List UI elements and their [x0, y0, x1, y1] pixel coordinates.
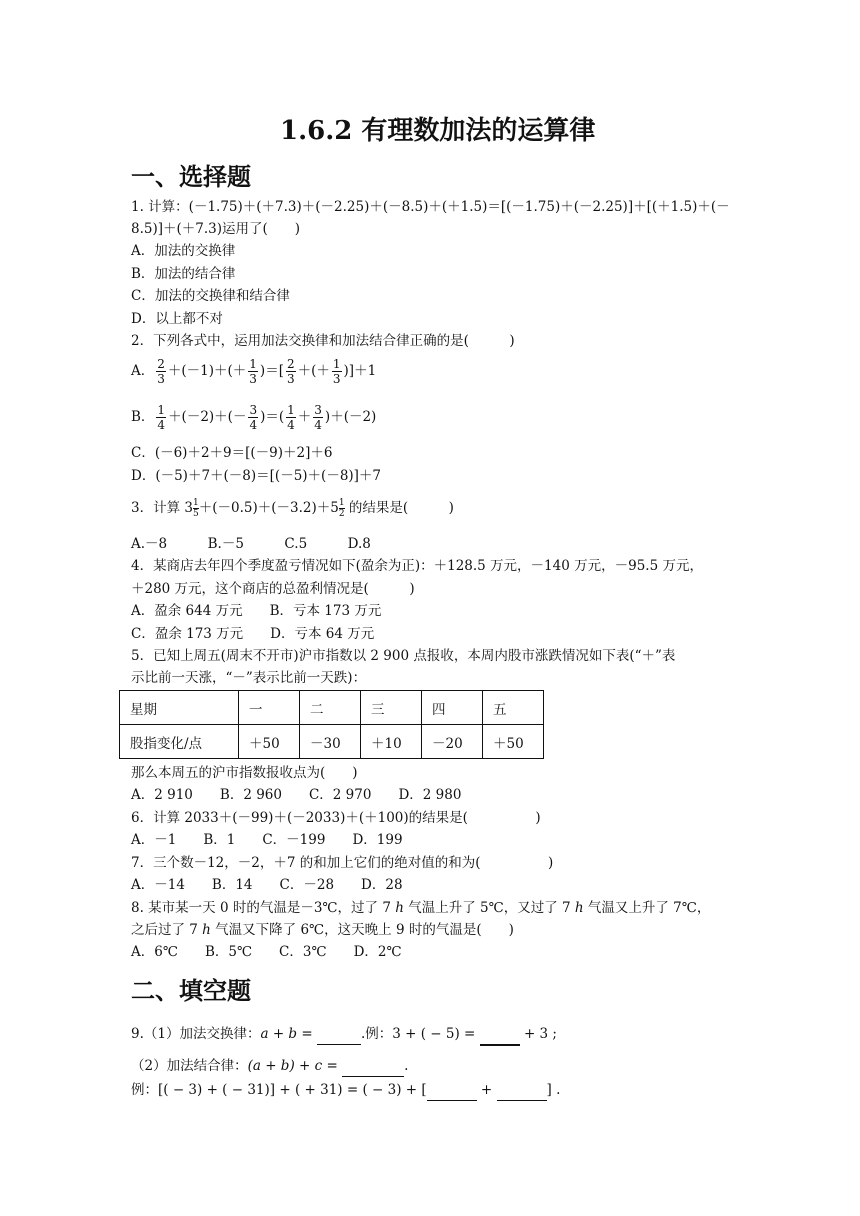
question-6-options: A．－1 B．1 C．－199 D．199: [131, 832, 403, 848]
question-9-example: 例：[( − 3) + ( − 31)] + ( + 31) = ( − 3) + [ + ] .: [131, 1080, 560, 1101]
table-row: [120, 725, 544, 759]
table-cell: －30: [300, 725, 361, 759]
table-cell: 四: [422, 691, 483, 725]
question-4-line-2: ＋280 万元，这个商店的总盈利情况是( ): [131, 581, 415, 597]
table-cell: 五: [483, 691, 544, 725]
table-cell: ＋50: [239, 725, 300, 759]
table-cell: －20: [422, 725, 483, 759]
fraction: $\frac{1}{3}$: [249, 357, 257, 386]
answer-blank[interactable]: [497, 1080, 547, 1101]
question-1-line-1: 1. 计算：(－1.75)＋(＋7.3)＋(－2.25)＋(－8.5)＋(＋1.5)＝[(－1.75)＋(－2.25)]＋[(＋1.5)＋(－: [131, 199, 730, 215]
fraction: $\frac{1}{5}$: [192, 498, 199, 519]
table-cell: ＋10: [361, 725, 422, 759]
question-9-part-1: 9.（1）加法交换律：a + b = .例：3 + ( − 5) = + 3 ;: [131, 1024, 557, 1046]
question-1-line-2: 8.5)]＋(＋7.3)运用了( ): [131, 221, 301, 237]
question-3-options: A.－8 B.－5 C.5 D.8: [131, 536, 371, 552]
fraction: $\frac{1}{4}$: [157, 403, 166, 432]
fraction: $\frac{2}{3}$: [157, 357, 165, 386]
question-2-option-c: C．(－6)＋2＋9＝[(－9)＋2]＋6: [131, 445, 333, 461]
question-4-options-1: A．盈余 644 万元 B．亏本 173 万元: [131, 603, 382, 619]
table-cell: 二: [300, 691, 361, 725]
question-5-after: 那么本周五的沪市指数报收点为( ): [131, 765, 358, 781]
fraction: $\frac{3}{4}$: [314, 403, 322, 432]
fraction: $\frac{1}{4}$: [287, 403, 295, 432]
question-8-line-1: 8. 某市某一天 0 时的气温是－3℃，过了 7 h 气温上升了 5℃，又过了 7 h 气温又上升了 7℃，: [131, 900, 711, 916]
question-2-option-d: D．(－5)＋7＋(－8)＝[(－5)＋(－8)]＋7: [131, 468, 382, 484]
question-8-line-2: 之后过了 7 h 气温又下降了 6℃，这天晚上 9 时的气温是( ): [131, 922, 514, 938]
table-cell: ＋50: [483, 725, 544, 759]
table-header-row: [120, 691, 544, 725]
question-2-option-b: B． $\frac{1}{4}$ ＋(－2)＋(－ $\frac{3}{4}$ )＝( $\frac{1}{4}$ ＋ $\frac{3}{4}$ )＋(－2): [131, 403, 377, 432]
fraction: $\frac{2}{3}$: [286, 357, 295, 386]
table-cell: 股指变化/点: [120, 725, 239, 759]
question-7-stem: 7．三个数－12，－2，＋7 的和加上它们的绝对值的和为( ): [131, 855, 554, 871]
question-6-stem: 6．计算 2033＋(－99)＋(－2033)＋(＋100)的结果是( ): [131, 810, 541, 826]
question-1-option-b: B．加法的结合律: [131, 266, 236, 282]
answer-blank[interactable]: [317, 1024, 361, 1045]
answer-blank[interactable]: [480, 1024, 520, 1046]
question-5-options: A．2 910 B．2 960 C．2 970 D．2 980: [131, 787, 462, 803]
question-9-part-2: （2）加法结合律：(a + b) + c = .: [131, 1056, 408, 1077]
question-4-line-1: 4．某商店去年四个季度盈亏情况如下(盈余为正)：＋128.5 万元，－140 万元，－95.5 万元，: [131, 558, 703, 574]
table-cell: 星期: [120, 691, 239, 725]
question-4-options-2: C．盈余 173 万元 D．亏本 64 万元: [131, 626, 375, 642]
fraction: $\frac{1}{3}$: [332, 357, 341, 386]
stock-change-table: [119, 690, 544, 759]
question-1-option-c: C．加法的交换律和结合律: [131, 288, 290, 304]
section-heading-choice: 一、选择题: [131, 162, 251, 191]
question-5-line-1: 5．已知上周五(周末不开市)沪市指数以 2 900 点报收，本周内股市涨跌情况如下表(“＋”表: [131, 648, 676, 664]
table-cell: 一: [239, 691, 300, 725]
question-2-option-a: A． $\frac{2}{3}$ ＋(－1)＋(＋ $\frac{1}{3}$ )＝[ $\frac{2}{3}$ ＋(＋ $\frac{1}{3}$ )]＋1: [131, 357, 377, 386]
question-5-line-2: 示比前一天涨，“－”表示比前一天跌)：: [131, 670, 367, 686]
section-heading-fill: 二、填空题: [131, 976, 251, 1005]
question-7-options: A．－14 B．14 C．－28 D．28: [131, 877, 403, 893]
answer-blank[interactable]: [342, 1056, 404, 1077]
fraction: $\frac{1}{2}$: [338, 498, 345, 519]
answer-blank[interactable]: [427, 1080, 477, 1101]
question-8-options: A．6℃ B．5℃ C．3℃ D．2℃: [131, 944, 402, 960]
question-1-option-d: D．以上都不对: [131, 311, 223, 327]
table-cell: 三: [361, 691, 422, 725]
worksheet-title: 1.6.2 有理数加法的运算律: [280, 116, 596, 146]
question-2-stem: 2．下列各式中，运用加法交换律和加法结合律正确的是( ): [131, 333, 515, 349]
fraction: $\frac{3}{4}$: [249, 403, 258, 432]
question-3-stem: 3．计算 3 $\frac{1}{5}$ ＋(－0.5)＋(－3.2)＋5 $\frac{1}{2}$ 的结果是( ): [131, 498, 454, 519]
question-1-option-a: A．加法的交换律: [131, 243, 236, 259]
